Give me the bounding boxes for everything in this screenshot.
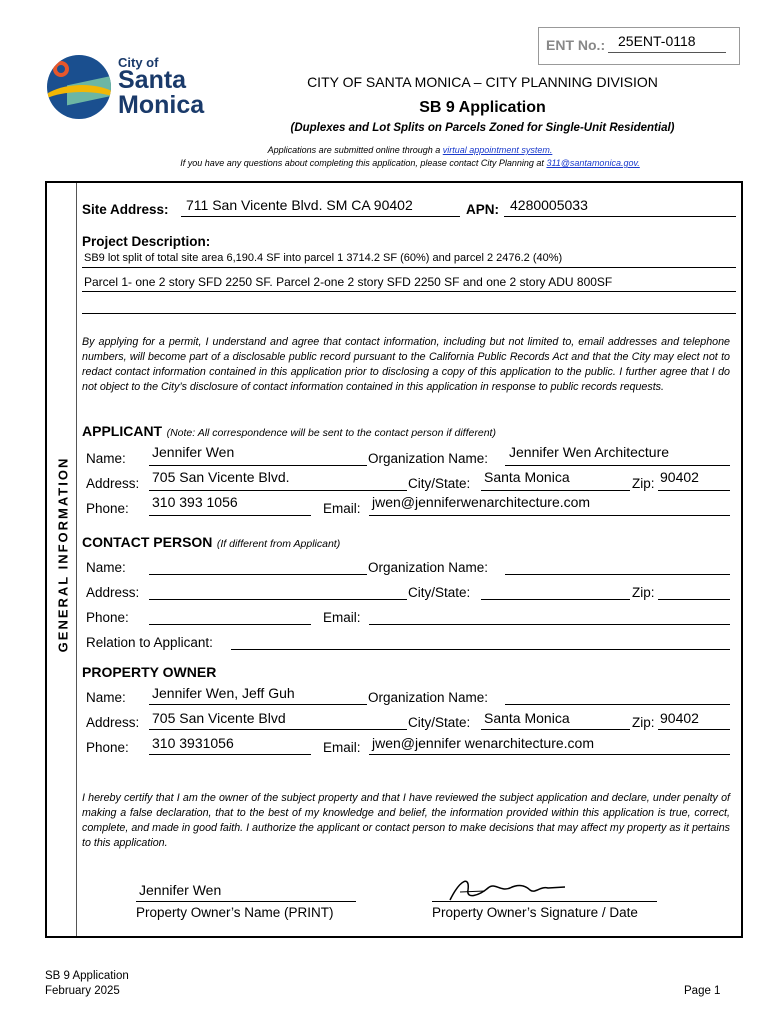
owner-zip-label: Zip: — [632, 715, 655, 730]
printed-name-line — [136, 901, 356, 902]
applicant-name-label: Name: — [86, 451, 126, 466]
owner-city-field[interactable]: Santa Monica — [484, 710, 570, 726]
owner-city-label: City/State: — [408, 715, 471, 730]
owner-name-line — [149, 704, 367, 705]
applicant-zip-field[interactable]: 90402 — [660, 469, 699, 485]
applicant-phone-line — [149, 515, 311, 516]
contact-org-label: Organization Name: — [368, 560, 489, 575]
owner-email-field[interactable]: jwen@jennifer wenarchitecture.com — [372, 735, 594, 751]
applicant-city-line — [481, 490, 630, 491]
disclosure-paragraph: By applying for a permit, I understand and agree that contact information, including but not limited to, email addresses and telephone numbers, will become part of a disclosable public record pursuant to the California Public Records Act and that the City may elect not to redact contact information contained in this application prior to disclosing a copy of this application to the public. I further agree that I do not object to the City’s disclosure of contact information contained in this application in response to public records requests. — [82, 336, 730, 393]
site-address-label: Site Address: — [82, 202, 169, 217]
owner-email-line — [369, 754, 730, 755]
site-address-field[interactable]: 711 San Vicente Blvd. SM CA 90402 — [186, 197, 413, 213]
signature-line — [432, 901, 657, 902]
owner-name-label: Name: — [86, 690, 126, 705]
applicant-name-field[interactable]: Jennifer Wen — [152, 444, 235, 460]
contact-address-label: Address: — [86, 585, 140, 600]
ent-value[interactable]: 25ENT-0118 — [618, 33, 696, 49]
footer-doc-name: SB 9 Application — [45, 970, 129, 982]
applicant-org-line — [505, 465, 730, 466]
applicant-address-field[interactable]: 705 San Vicente Blvd. — [152, 469, 290, 485]
certification-paragraph: I hereby certify that I am the owner of the subject property and that I have reviewed the subject application and declare, under penalty of making a false declaration, that to the best of my knowledge and belief, the information provided within this application is true, correct, complete, and made in good faith. I authorize the applicant or contact person to make decisions that may affect my property as it pertains to this application. — [82, 792, 730, 849]
owner-printed-name[interactable]: Jennifer Wen — [139, 882, 222, 898]
applicant-address-line — [149, 490, 407, 491]
contact-zip-field[interactable] — [658, 599, 730, 600]
sidebar-label: GENERAL INFORMATION — [55, 456, 71, 653]
page-subtitle: (Duplexes and Lot Splits on Parcels Zoned for Single-Unit Residential) — [290, 122, 675, 134]
owner-org-label: Organization Name: — [368, 690, 489, 705]
owner-address-label: Address: — [86, 715, 140, 730]
applicant-org-field[interactable]: Jennifer Wen Architecture — [509, 444, 670, 460]
email-link[interactable]: 311@santamonica.gov. — [546, 158, 640, 168]
footer-page-number: Page 1 — [684, 985, 721, 997]
owner-zip-line — [658, 729, 730, 730]
contact-name-label: Name: — [86, 560, 126, 575]
owner-address-field[interactable]: 705 San Vicente Blvd — [152, 710, 286, 726]
contact-email-label: Email: — [323, 610, 361, 625]
virtual-appointment-link[interactable]: virtual appointment system. — [442, 145, 553, 155]
submission-note: Applications are submitted online through a virtual appointment system. — [267, 145, 553, 155]
applicant-phone-label: Phone: — [86, 501, 129, 516]
applicant-address-label: Address: — [86, 476, 140, 491]
contact-phone-field[interactable] — [149, 624, 311, 625]
applicant-phone-field[interactable]: 310 393 1056 — [152, 494, 238, 510]
owner-phone-label: Phone: — [86, 740, 129, 755]
project-description-line-2[interactable]: Parcel 1- one 2 story SFD 2250 SF. Parcel 2-one 2 story SFD 2250 SF and one 2 story ADU 800SF — [84, 275, 613, 289]
signature-image[interactable] — [440, 870, 580, 910]
project-description-label: Project Description: — [82, 234, 211, 249]
applicant-heading: APPLICANT (Note: All correspondence will be sent to the contact person if different) — [82, 423, 496, 439]
contact-note: If you have any questions about completing this application, please contact City Planning at 311@santamonica.gov. — [180, 158, 640, 168]
contact-email-field[interactable] — [369, 624, 730, 625]
applicant-email-label: Email: — [323, 501, 361, 516]
footer-date: February 2025 — [45, 985, 120, 997]
relation-field[interactable] — [231, 649, 730, 650]
applicant-city-label: City/State: — [408, 476, 471, 491]
department-heading: CITY OF SANTA MONICA – CITY PLANNING DIVISION — [307, 74, 658, 90]
logo-name-text: Santa Monica — [118, 66, 205, 119]
page-title: SB 9 Application — [419, 99, 546, 116]
contact-city-label: City/State: — [408, 585, 471, 600]
applicant-email-line — [369, 515, 730, 516]
description-rule-3 — [82, 313, 736, 314]
logo-city-text: City of — [118, 55, 159, 70]
apn-field[interactable]: 4280005033 — [510, 197, 588, 213]
applicant-city-field[interactable]: Santa Monica — [484, 469, 570, 485]
description-rule-2 — [82, 291, 736, 292]
owner-phone-field[interactable]: 310 3931056 — [152, 735, 234, 751]
owner-name-field[interactable]: Jennifer Wen, Jeff Guh — [152, 685, 295, 701]
contact-city-field[interactable] — [481, 599, 630, 600]
owner-heading: PROPERTY OWNER — [82, 664, 217, 680]
signature-caption: Property Owner’s Signature / Date — [432, 905, 638, 920]
applicant-org-label: Organization Name: — [368, 451, 489, 466]
site-address-line — [181, 216, 460, 217]
project-description-line-1[interactable]: SB9 lot split of total site area 6,190.4 SF into parcel 1 3714.2 SF (60%) and parcel 2 2476.2 (40%) — [84, 252, 563, 264]
ent-underline — [608, 52, 726, 53]
contact-name-field[interactable] — [149, 574, 367, 575]
relation-label: Relation to Applicant: — [86, 635, 213, 650]
apn-line — [504, 216, 736, 217]
owner-zip-field[interactable]: 90402 — [660, 710, 699, 726]
apn-label: APN: — [466, 202, 499, 217]
owner-address-line — [149, 729, 407, 730]
ent-label: ENT No.: — [546, 37, 606, 53]
applicant-email-field[interactable]: jwen@jenniferwenarchitecture.com — [372, 494, 591, 510]
contact-phone-label: Phone: — [86, 610, 129, 625]
owner-org-field[interactable] — [505, 704, 730, 705]
contact-zip-label: Zip: — [632, 585, 655, 600]
applicant-name-line — [149, 465, 367, 466]
applicant-zip-label: Zip: — [632, 476, 655, 491]
contact-heading: CONTACT PERSON (If different from Applicant) — [82, 534, 341, 550]
description-rule-1 — [82, 267, 736, 268]
contact-org-field[interactable] — [505, 574, 730, 575]
owner-city-line — [481, 729, 630, 730]
applicant-zip-line — [658, 490, 730, 491]
printed-name-caption: Property Owner’s Name (PRINT) — [136, 905, 334, 920]
owner-phone-line — [149, 754, 311, 755]
owner-email-label: Email: — [323, 740, 361, 755]
contact-address-field[interactable] — [149, 599, 407, 600]
